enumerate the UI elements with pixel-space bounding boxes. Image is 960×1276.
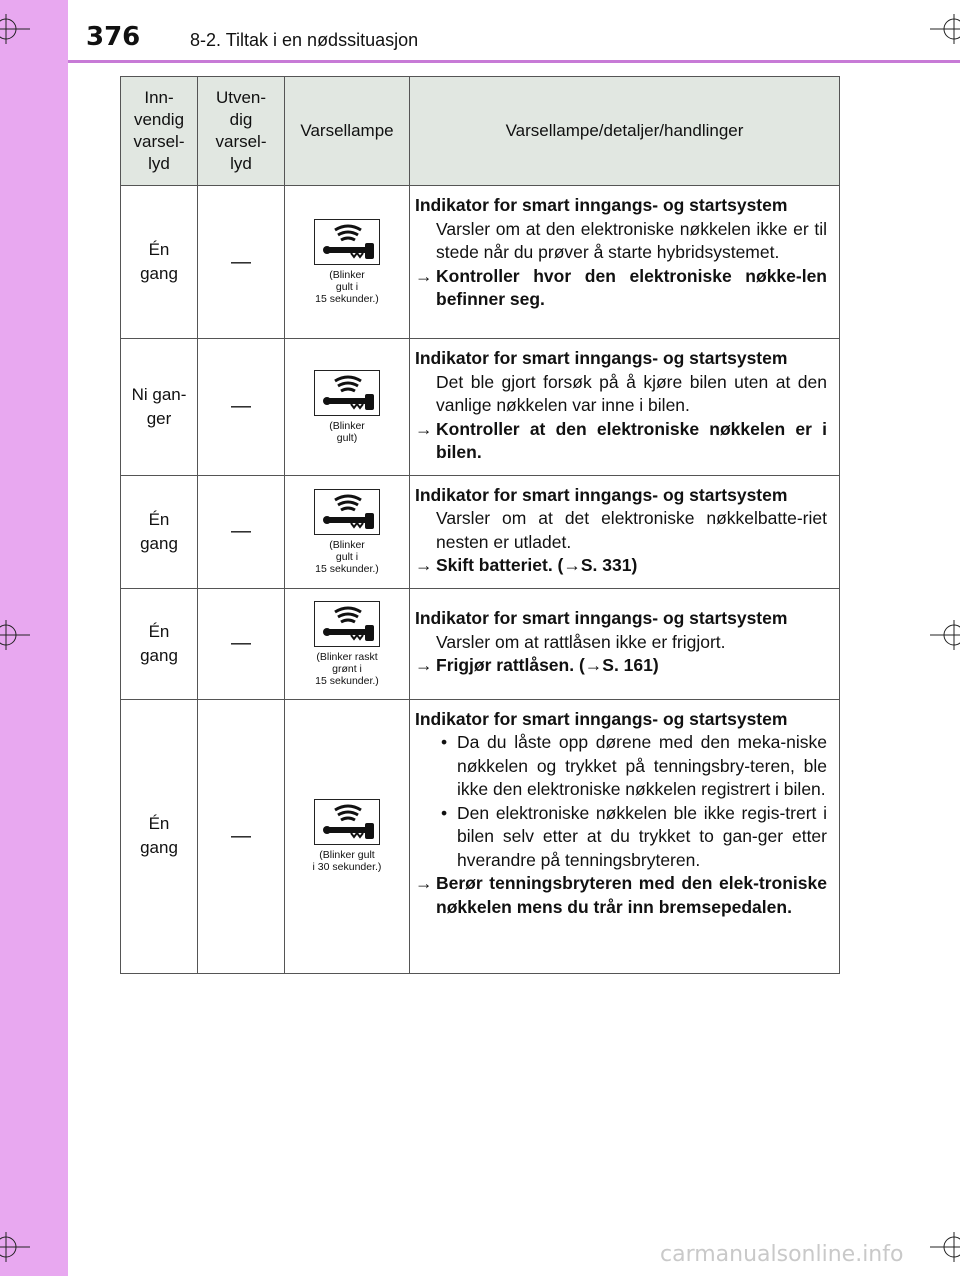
arrow-icon: →	[415, 873, 433, 893]
col-header-warning-light: Varsellampe	[285, 77, 410, 186]
interior-buzzer-cell: Én gang	[121, 475, 198, 588]
warning-light-cell	[285, 699, 410, 973]
col-header-details: Varsellampe/detaljer/handlinger	[410, 77, 840, 186]
crop-mark-top-left	[0, 14, 30, 44]
crop-mark-mid-right	[930, 620, 960, 650]
crop-mark-mid-left	[0, 620, 30, 650]
table-row	[121, 588, 840, 699]
details-title: Indikator for smart inngangs- og startsystem	[415, 348, 788, 368]
details-action: → Kontroller hvor den elektroniske nøkke-len befinner seg.	[415, 265, 827, 309]
lamp-caption: (Blinker gult i 15 sekunder.)	[315, 269, 379, 305]
details-title: Indikator for smart inngangs- og startsystem	[415, 484, 788, 505]
table-row	[121, 475, 840, 588]
details-cell	[410, 588, 840, 699]
exterior-buzzer-cell: —	[198, 339, 285, 476]
exterior-buzzer-cell: —	[198, 475, 285, 588]
details-action: → Berør tenningsbryteren med den elek-troniske nøkkelen mens du trår inn bremsepedalen.	[415, 873, 827, 917]
arrow-icon: →	[415, 418, 433, 439]
details-title: Indikator for smart inngangs- og startsystem	[415, 608, 788, 629]
exterior-buzzer-cell: —	[198, 699, 285, 973]
warning-table	[120, 76, 840, 974]
section-title: 8-2. Tiltak i en nødssituasjon	[190, 30, 419, 50]
arrow-icon: →	[415, 265, 433, 286]
details-action: → Frigjør rattlåsen. (→S. 161)	[415, 654, 827, 678]
details-cell	[410, 475, 840, 588]
crop-mark-bottom-left	[0, 1232, 30, 1262]
col-header-exterior-buzzer: Utven- dig varsel- lyd	[198, 77, 285, 186]
lamp-caption: (Blinker gult i 30 sekunder.)	[312, 849, 382, 873]
warning-light-cell	[285, 339, 410, 476]
exterior-buzzer-cell: —	[198, 588, 285, 699]
smart-key-icon	[314, 370, 380, 416]
crop-mark-top-right	[930, 14, 960, 44]
details-body: Det ble gjort forsøk på å kjøre bilen uten at den vanlige nøkkelen var inne i bilen.	[436, 371, 827, 415]
table-row	[121, 186, 840, 339]
details-body: Varsler om at rattlåsen ikke er frigjort.	[436, 631, 726, 652]
bullet-icon: •	[441, 802, 448, 823]
lamp-caption: (Blinker gult)	[329, 419, 365, 444]
lamp-caption: (Blinker raskt grønt i 15 sekunder.)	[315, 650, 379, 687]
watermark: carmanualsonline.info	[660, 1242, 904, 1267]
lamp-caption: (Blinker gult i 15 sekunder.)	[315, 538, 379, 575]
interior-buzzer-cell: Én gang	[121, 588, 198, 699]
interior-buzzer-cell: Ni gan- ger	[121, 339, 198, 476]
interior-buzzer-cell: Én gang	[121, 186, 198, 339]
details-bullet: • Den elektroniske nøkkelen ble ikke regis-trert i bilen selv etter at du trykket to gan-ger etter hverandre på tenningsbryteren.	[441, 802, 827, 870]
warning-light-cell	[285, 186, 410, 339]
header-rule	[68, 60, 960, 63]
details-body: Varsler om at det elektroniske nøkkelbatte-riet nesten er utladet.	[436, 508, 827, 552]
smart-key-icon	[314, 799, 380, 845]
details-cell	[410, 699, 840, 973]
details-action: → Skift batteriet. (→S. 331)	[415, 554, 827, 578]
details-title: Indikator for smart inngangs- og startsystem	[415, 195, 788, 215]
col-header-interior-buzzer: Inn- vendig varsel- lyd	[121, 77, 198, 186]
arrow-icon: →	[415, 555, 433, 575]
table-row	[121, 699, 840, 973]
details-cell	[410, 339, 840, 476]
crop-mark-bottom-right	[930, 1232, 960, 1262]
smart-key-icon	[314, 219, 380, 265]
warning-light-cell	[285, 588, 410, 699]
table-header-row	[121, 77, 840, 186]
smart-key-icon	[314, 489, 380, 535]
details-action: → Kontroller at den elektroniske nøkkelen er i bilen.	[415, 418, 827, 462]
details-title: Indikator for smart inngangs- og startsystem	[415, 708, 788, 729]
smart-key-icon	[314, 601, 380, 647]
exterior-buzzer-cell: —	[198, 186, 285, 339]
details-bullet: • Da du låste opp dørene med den meka-niske nøkkelen og trykket på tenningsbry-teren, ble ikke den elektroniske nøkkelen registrert i bilen.	[441, 732, 827, 799]
warning-light-cell	[285, 475, 410, 588]
interior-buzzer-cell: Én gang	[121, 699, 198, 973]
arrow-icon: →	[415, 655, 433, 676]
details-body: Varsler om at den elektroniske nøkkelen ikke er til stede når du prøver å starte hybridsystemet.	[436, 218, 827, 262]
bullet-icon: •	[441, 732, 448, 752]
details-cell	[410, 186, 840, 339]
table-row	[121, 339, 840, 476]
page-number: 376	[86, 22, 141, 52]
